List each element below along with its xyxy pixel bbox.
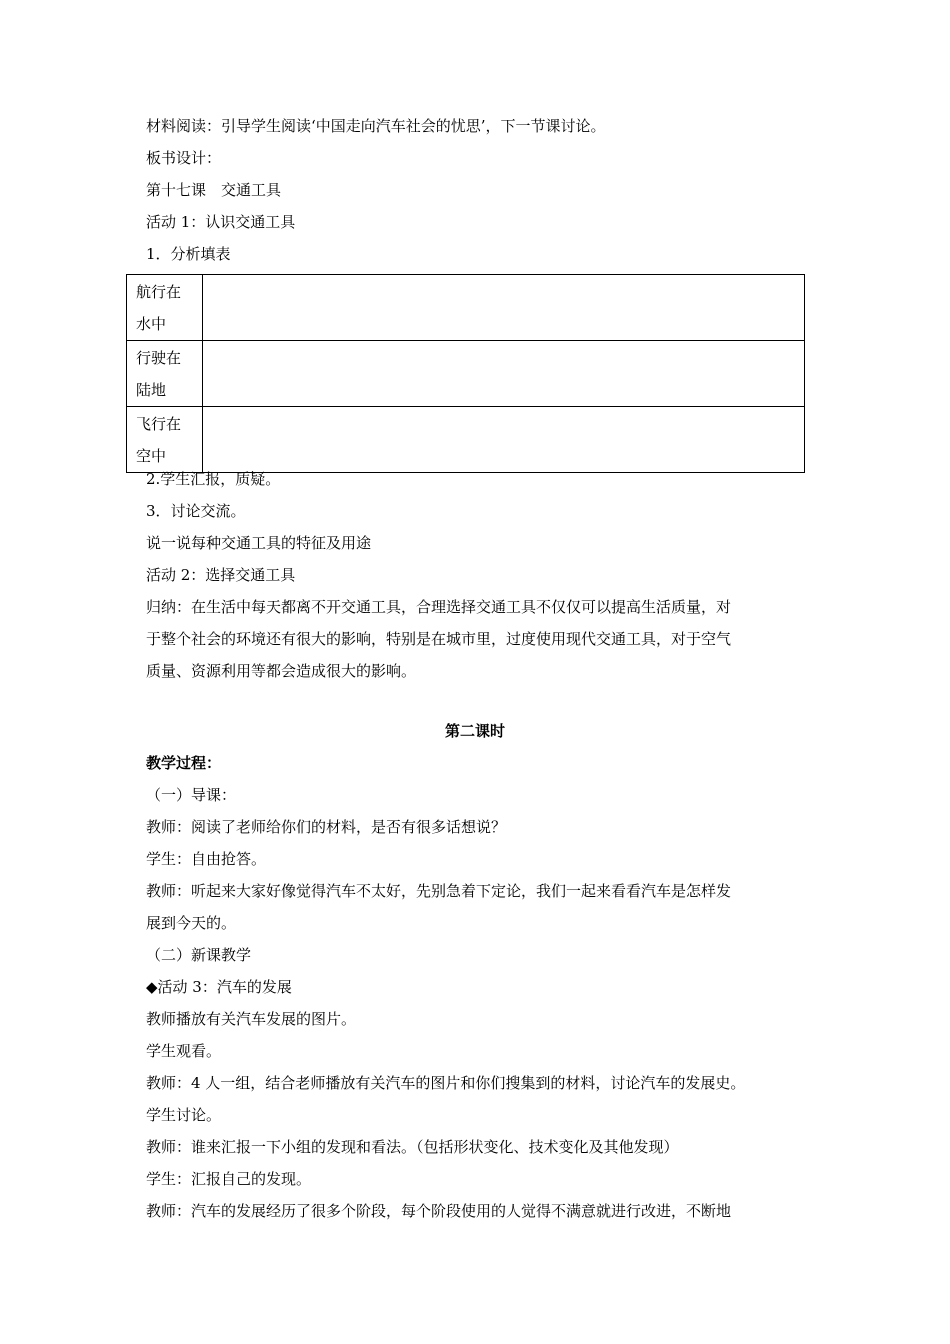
text-line: 3．讨论交流。: [146, 502, 246, 520]
text-line: 教师播放有关汽车发展的图片。: [146, 1010, 357, 1028]
table-row: [127, 275, 805, 341]
table-row: [127, 407, 805, 473]
table-cell-blank: [203, 341, 805, 407]
table-cell-blank: [203, 407, 805, 473]
section-title: 第二课时: [444, 722, 505, 740]
table-cell-blank: [203, 275, 805, 341]
text-line: 展到今天的。: [146, 914, 237, 932]
activity-heading: 活动 2：选择交通工具: [146, 566, 296, 584]
text-line: 归纳：在生活中每天都离不开交通工具，合理选择交通工具不仅仅可以提高生活质量，对: [146, 598, 732, 616]
text-line: 教师：谁来汇报一下小组的发现和看法。（包括形状变化、技术变化及其他发现）: [146, 1138, 679, 1156]
text-line: 学生：汇报自己的发现。: [146, 1170, 312, 1188]
text-line: 2.学生汇报，质疑。: [146, 470, 281, 488]
text-line: 学生讨论。: [146, 1106, 222, 1124]
text-line: 1．分析填表: [146, 245, 231, 263]
text-line: 于整个社会的环境还有很大的影响，特别是在城市里，过度使用现代交通工具，对于空气: [146, 630, 732, 648]
table-cell-label: 行驶在陆地: [127, 341, 203, 407]
text-line: 教师：4 人一组，结合老师播放有关汽车的图片和你们搜集到的材料，讨论汽车的发展史。: [146, 1074, 746, 1092]
text-line: 教师：听起来大家好像觉得汽车不太好，先别急着下定论，我们一起来看看汽车是怎样发: [146, 882, 732, 900]
text-line: （二）新课教学: [146, 946, 252, 964]
text-line: 学生观看。: [146, 1042, 222, 1060]
text-line: 板书设计：: [146, 149, 222, 167]
process-heading: 教学过程：: [146, 754, 222, 772]
table-cell-label: 航行在水中: [127, 275, 203, 341]
text-line: （一）导课：: [146, 786, 237, 804]
text-line: 材料阅读：引导学生阅读‘中国走向汽车社会的忧思’，下一节课讨论。: [146, 117, 606, 135]
activity-heading: 活动 1：认识交通工具: [146, 213, 296, 231]
analysis-table: [126, 274, 805, 473]
text-line: 说一说每种交通工具的特征及用途: [146, 534, 372, 552]
text-line: 学生：自由抢答。: [146, 850, 267, 868]
text-line: 教师：阅读了老师给你们的材料，是否有很多话想说？: [146, 818, 507, 836]
text-line: 教师：汽车的发展经历了很多个阶段，每个阶段使用的人觉得不满意就进行改进，不断地: [146, 1202, 732, 1220]
lesson-title: 第十七课 交通工具: [146, 181, 282, 199]
text-line: 质量、资源利用等都会造成很大的影响。: [146, 662, 417, 680]
activity-heading: ◆活动 3：汽车的发展: [146, 978, 292, 996]
table-cell-label: 飞行在空中: [127, 407, 203, 473]
table-row: [127, 341, 805, 407]
